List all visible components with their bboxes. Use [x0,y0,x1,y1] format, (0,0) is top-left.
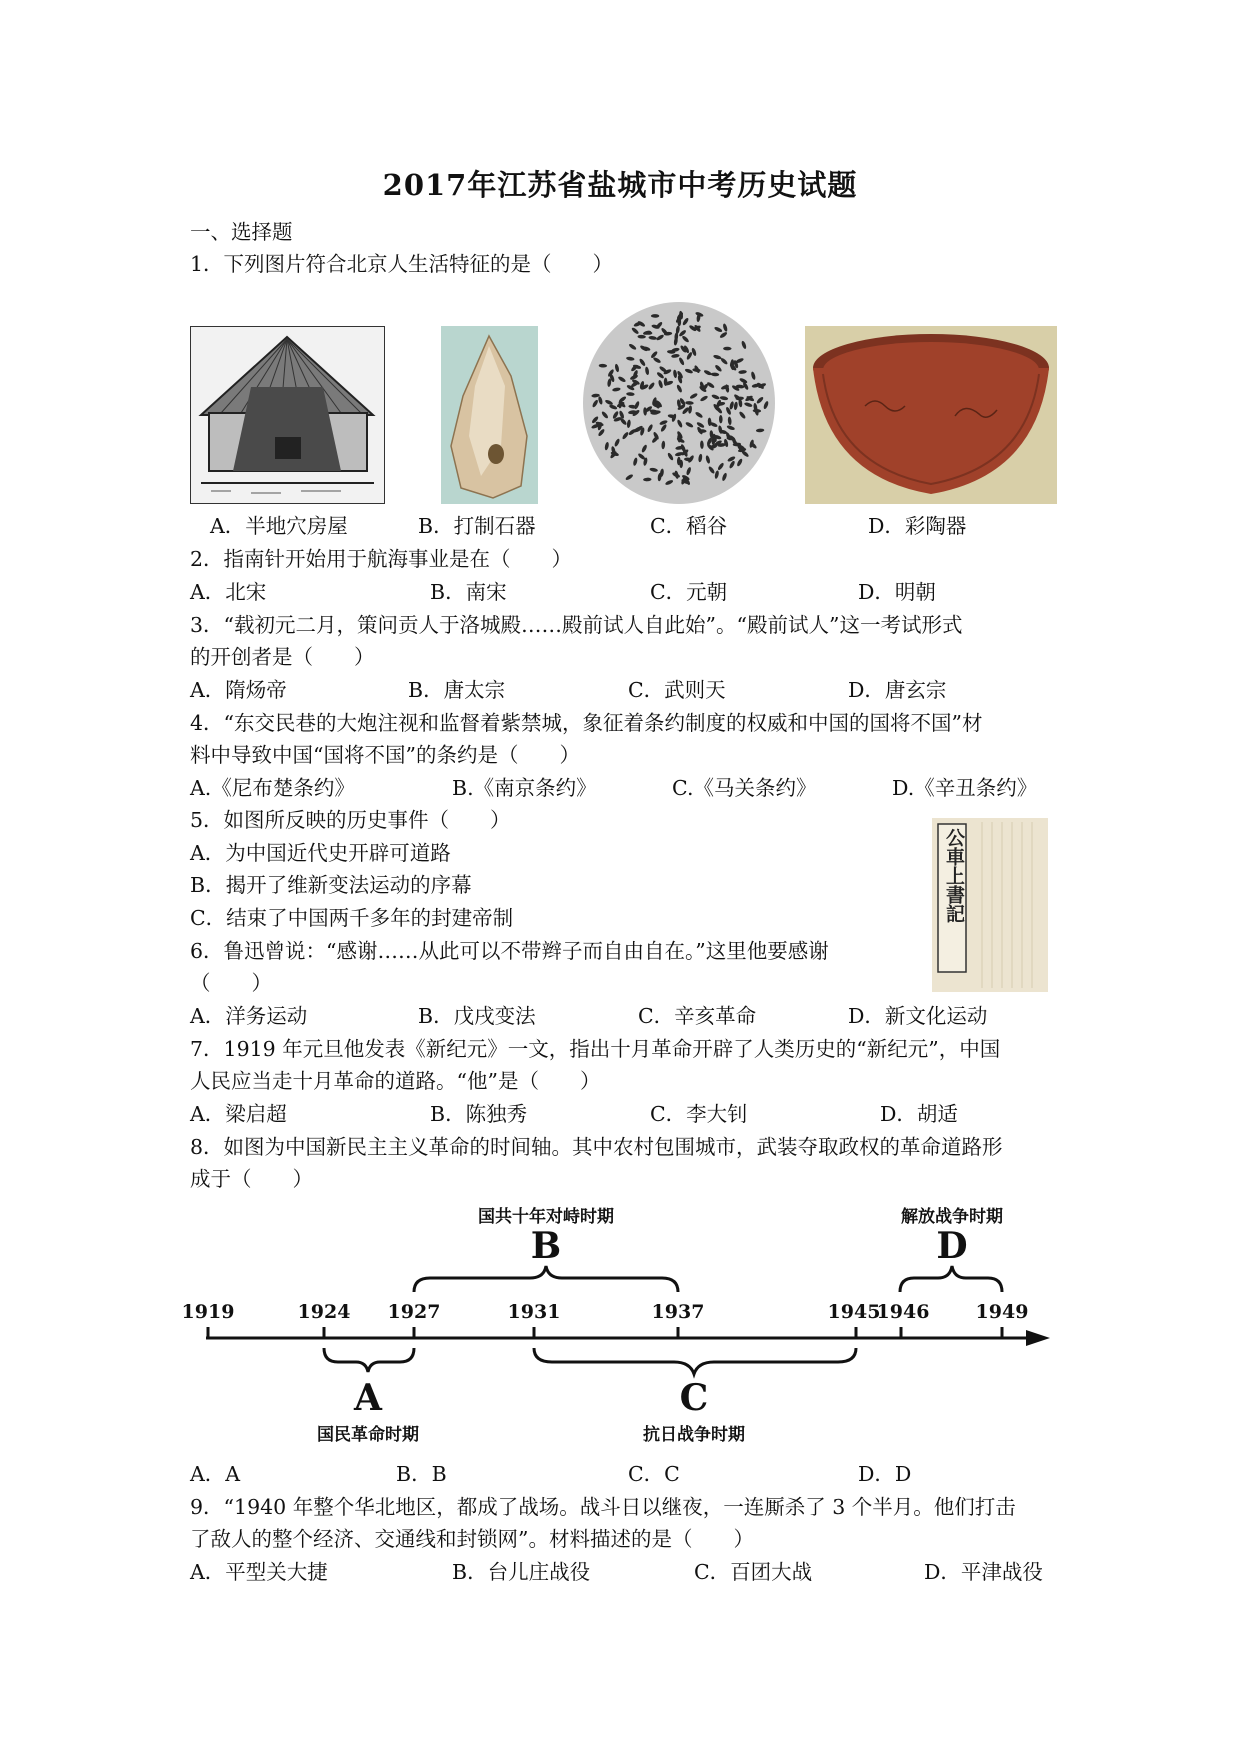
question-8-line-2: 成于（ ） [190,1167,313,1191]
period-a-letter: A [354,1377,382,1419]
year-1937: 1937 [651,1301,705,1323]
section-heading: 一、选择题 [190,220,293,244]
q6-option-d[interactable]: D．新文化运动 [848,1004,988,1028]
q4-option-b[interactable]: B.《南京条约》 [452,776,597,800]
year-1924: 1924 [297,1301,351,1323]
question-6-line-1: 6．鲁迅曾说：“感谢……从此可以不带辫子而自由自在。”这里他要感谢 [190,939,829,963]
q5-option-c[interactable]: C．结束了中国两千多年的封建帝制 [190,906,514,930]
q2-option-c[interactable]: C．元朝 [650,580,728,604]
q4-option-d[interactable]: D.《辛丑条约》 [892,776,1038,800]
q3-option-d[interactable]: D．唐玄宗 [848,678,947,702]
chipped-stone-tool-image [441,326,538,504]
q3-option-a[interactable]: A．隋炀帝 [190,678,287,702]
period-c-letter: C [679,1377,709,1419]
question-7-line-1: 7．1919 年元旦他发表《新纪元》一文，指出十月革命开辟了人类历史的“新纪元”，中国 [190,1037,1001,1061]
q8-option-a[interactable]: A．A [190,1462,241,1486]
revolution-timeline [180,1200,1060,1450]
q2-option-b[interactable]: B．南宋 [430,580,507,604]
q1-option-b[interactable]: B．打制石器 [418,514,536,538]
q4-option-a[interactable]: A.《尼布楚条约》 [190,776,355,800]
period-b-letter: B [530,1225,562,1267]
gongche-shangshu-book-image [932,818,1048,992]
q5-option-a[interactable]: A．为中国近代史开辟可道路 [190,841,451,865]
period-c-label: 抗日战争时期 [643,1425,745,1445]
page-title: 2017年江苏省盐城市中考历史试题 [382,168,858,202]
period-a-label: 国民革命时期 [317,1425,419,1445]
question-4-line-1: 4．“东交民巷的大炮注视和监督着紫禁城，象征着条约制度的权威和中国的国将不国”材 [190,711,983,735]
q2-option-d[interactable]: D．明朝 [858,580,936,604]
q9-option-d[interactable]: D．平津战役 [924,1560,1043,1584]
question-4-line-2: 料中导致中国“国将不国”的条约是（ ） [190,743,580,767]
q9-option-b[interactable]: B．台儿庄战役 [452,1560,591,1584]
rice-grain-image [581,300,777,506]
question-3-line-1: 3．“载初元二月，策问贡人于洛城殿……殿前试人自此始”。“殿前试人”这一考试形式 [190,613,963,637]
year-1946: 1946 [876,1301,930,1323]
year-1919: 1919 [181,1301,235,1323]
period-b-label: 国共十年对峙时期 [478,1207,614,1227]
q4-option-c[interactable]: C.《马关条约》 [672,776,817,800]
year-1949: 1949 [975,1301,1029,1323]
question-6-line-2: （ ） [190,971,272,995]
q9-option-c[interactable]: C．百团大战 [694,1560,813,1584]
q2-option-a[interactable]: A．北宋 [190,580,267,604]
q1-option-c[interactable]: C．稻谷 [650,514,728,538]
q3-option-c[interactable]: C．武则天 [628,678,726,702]
question-9-line-1: 9．“1940 年整个华北地区，都成了战场。战斗日以继夜，一连厮杀了 3 个半月。他们打击 [190,1495,1016,1519]
q7-option-a[interactable]: A．梁启超 [190,1102,287,1126]
period-d-label: 解放战争时期 [901,1207,1003,1227]
q8-option-b[interactable]: B．B [396,1462,447,1486]
q1-option-a[interactable]: A．半地穴房屋 [210,514,348,538]
q7-option-d[interactable]: D．胡适 [880,1102,958,1126]
q6-option-c[interactable]: C．辛亥革命 [638,1004,757,1028]
period-d-letter: D [936,1225,968,1267]
q7-option-c[interactable]: C．李大钊 [650,1102,748,1126]
q3-option-b[interactable]: B．唐太宗 [408,678,506,702]
year-1945: 1945 [827,1301,881,1323]
book-title: 公車上書記 [943,828,965,923]
painted-pottery-image [805,326,1057,504]
question-9-line-2: 了敌人的整个经济、交通线和封锁网”。材料描述的是（ ） [190,1527,754,1551]
q1-option-d[interactable]: D．彩陶器 [868,514,967,538]
question-1: 1．下列图片符合北京人生活特征的是（ ） [190,252,614,276]
q7-option-b[interactable]: B．陈独秀 [430,1102,528,1126]
question-2: 2．指南针开始用于航海事业是在（ ） [190,547,573,571]
q8-option-c[interactable]: C．C [628,1462,680,1486]
q5-option-b[interactable]: B．揭开了维新变法运动的序幕 [190,873,472,897]
question-5: 5．如图所反映的历史事件（ ） [190,808,511,832]
question-7-line-2: 人民应当走十月革命的道路。“他”是（ ） [190,1069,601,1093]
question-3-line-2: 的开创者是（ ） [190,645,375,669]
q8-option-d[interactable]: D．D [858,1462,912,1486]
question-8-line-1: 8．如图为中国新民主主义革命的时间轴。其中农村包围城市，武装夺取政权的革命道路形 [190,1135,1003,1159]
year-1931: 1931 [507,1301,561,1323]
q6-option-a[interactable]: A．洋务运动 [190,1004,308,1028]
q6-option-b[interactable]: B．戊戌变法 [418,1004,536,1028]
half-pit-house-image [190,326,385,504]
year-1927: 1927 [387,1301,441,1323]
q9-option-a[interactable]: A．平型关大捷 [190,1560,328,1584]
